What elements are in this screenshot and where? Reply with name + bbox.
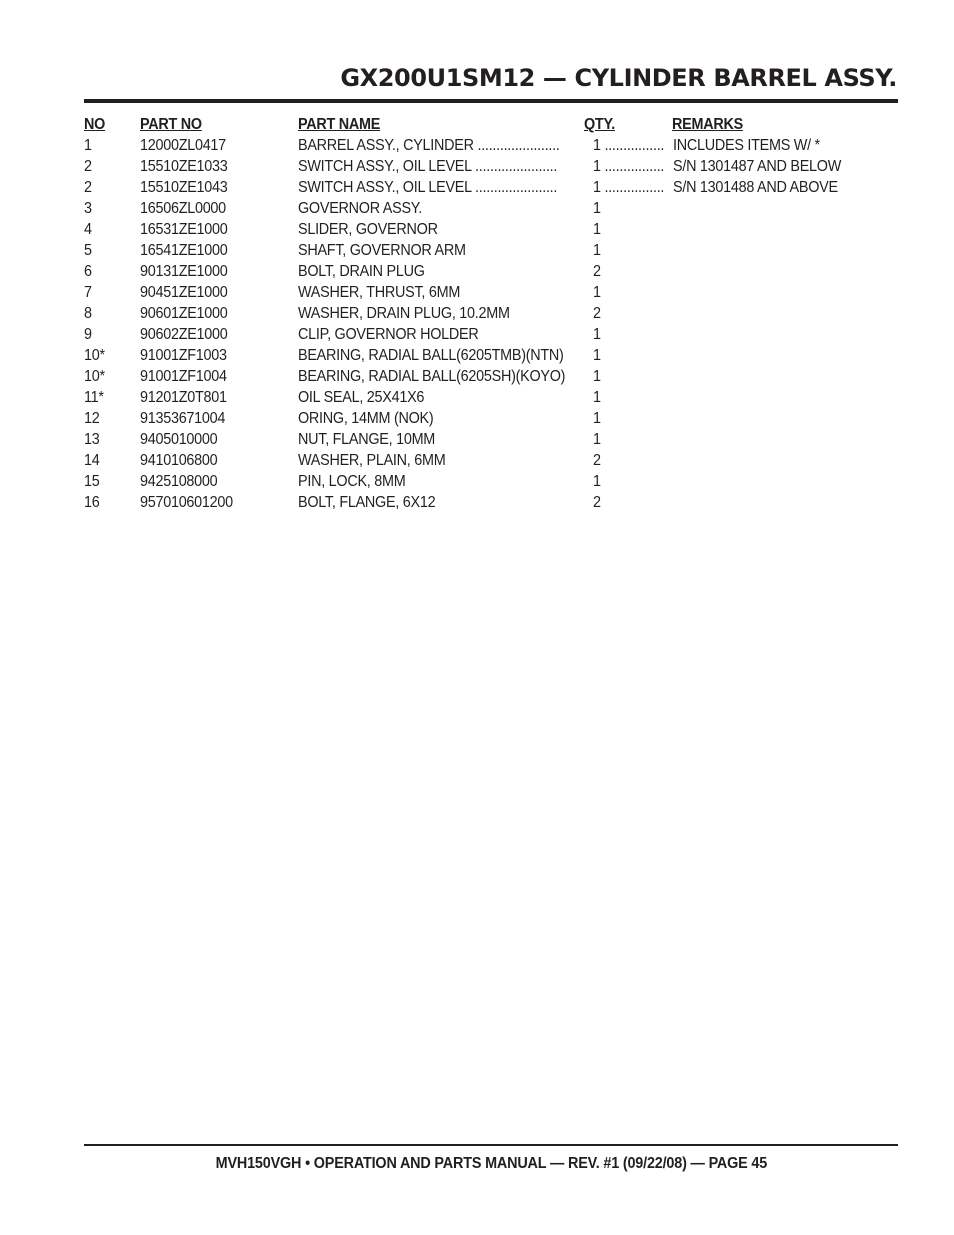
header-part-no: PART NO [140,116,202,133]
cell-remarks: S/N 1301488 AND ABOVE [673,179,838,196]
cell-remarks: S/N 1301487 AND BELOW [673,158,842,175]
cell-part-no: 9425108000 [140,473,218,490]
footer-text: MVH150VGH • OPERATION AND PARTS MANUAL — REV. #1 (09/22/08) — PAGE 45 [215,1155,767,1172]
cell-no: 15 [84,473,100,490]
cell-part-name: WASHER, DRAIN PLUG, 10.2MM [298,305,510,322]
cell-qty: 1 [593,431,601,448]
cell-part-no: 16541ZE1000 [140,242,228,259]
table-row [84,158,898,179]
table-row [84,368,898,389]
cell-part-no: 91353671004 [140,410,226,427]
cell-no: 2 [84,158,92,175]
header-part-name: PART NAME [298,116,381,133]
cell-part-no: 91201Z0T801 [140,389,227,406]
cell-qty: 1 [593,284,601,301]
cell-part-no: 90131ZE1000 [140,263,228,280]
cell-part-no: 12000ZL0417 [140,137,226,154]
cell-part-name: CLIP, GOVERNOR HOLDER [298,326,479,343]
cell-part-name: BOLT, FLANGE, 6X12 [298,494,436,511]
cell-no: 8 [84,305,92,322]
header-no: NO [84,116,106,133]
page-footer [84,1155,898,1173]
cell-part-name: SWITCH ASSY., OIL LEVEL ...................... [298,158,558,175]
table-row [84,473,898,494]
header-remarks: REMARKS [672,116,743,133]
cell-no: 13 [84,431,100,448]
table-row [84,305,898,326]
cell-part-no: 90451ZE1000 [140,284,228,301]
table-row [84,347,898,368]
cell-part-name: SWITCH ASSY., OIL LEVEL ...................... [298,179,558,196]
table-row [84,431,898,452]
cell-part-name: BEARING, RADIAL BALL(6205TMB)(NTN) [298,347,564,364]
header-qty: QTY. [584,116,615,133]
cell-no: 12 [84,410,100,427]
cell-no: 11* [84,389,104,406]
cell-part-name: WASHER, PLAIN, 6MM [298,452,446,469]
page-title: GX200U1SM12 — CYLINDER BARREL ASSY. [340,64,897,92]
table-row [84,410,898,431]
cell-no: 4 [84,221,92,238]
footer-rule [84,1144,898,1146]
cell-no: 7 [84,284,92,301]
cell-qty: 1 [593,389,601,406]
cell-part-no: 9410106800 [140,452,218,469]
cell-part-no: 90601ZE1000 [140,305,228,322]
cell-no: 5 [84,242,92,259]
cell-part-name: BEARING, RADIAL BALL(6205SH)(KOYO) [298,368,566,385]
cell-part-name: SHAFT, GOVERNOR ARM [298,242,466,259]
cell-qty: 2 [593,263,601,280]
cell-part-name: GOVERNOR ASSY. [298,200,423,217]
cell-part-no: 957010601200 [140,494,233,511]
cell-no: 10* [84,368,105,385]
cell-qty: 1 [593,347,601,364]
cell-qty: 1 [593,221,601,238]
cell-part-no: 15510ZE1033 [140,158,228,175]
table-row [84,179,898,200]
cell-qty: 1 ................ [593,158,665,175]
cell-part-no: 15510ZE1043 [140,179,228,196]
cell-part-name: BARREL ASSY., CYLINDER ...................... [298,137,560,154]
cell-no: 9 [84,326,92,343]
parts-table [84,137,898,515]
cell-qty: 2 [593,494,601,511]
cell-part-name: OIL SEAL, 25X41X6 [298,389,425,406]
cell-no: 3 [84,200,92,217]
cell-qty: 1 [593,326,601,343]
cell-no: 6 [84,263,92,280]
table-row [84,452,898,473]
cell-qty: 1 ................ [593,137,665,154]
cell-qty: 1 [593,242,601,259]
cell-part-name: WASHER, THRUST, 6MM [298,284,461,301]
table-row [84,326,898,347]
cell-no: 2 [84,179,92,196]
cell-part-name: PIN, LOCK, 8MM [298,473,406,490]
table-row [84,137,898,158]
cell-part-no: 90602ZE1000 [140,326,228,343]
table-row [84,284,898,305]
cell-part-no: 91001ZF1003 [140,347,227,364]
cell-part-no: 16506ZL0000 [140,200,226,217]
cell-qty: 1 [593,200,601,217]
table-row [84,221,898,242]
cell-part-no: 9405010000 [140,431,218,448]
cell-part-no: 16531ZE1000 [140,221,228,238]
cell-part-name: ORING, 14MM (NOK) [298,410,434,427]
table-row [84,494,898,515]
table-row [84,242,898,263]
cell-no: 16 [84,494,100,511]
table-row [84,263,898,284]
cell-no: 14 [84,452,100,469]
title-rule [84,99,898,103]
cell-qty: 1 [593,473,601,490]
cell-no: 10* [84,347,105,364]
cell-qty: 2 [593,452,601,469]
table-row [84,389,898,410]
cell-qty: 1 [593,368,601,385]
table-row [84,200,898,221]
cell-no: 1 [84,137,92,154]
cell-part-name: BOLT, DRAIN PLUG [298,263,425,280]
cell-qty: 1 ................ [593,179,665,196]
cell-qty: 1 [593,410,601,427]
cell-part-no: 91001ZF1004 [140,368,227,385]
cell-part-name: NUT, FLANGE, 10MM [298,431,436,448]
cell-part-name: SLIDER, GOVERNOR [298,221,438,238]
cell-remarks: INCLUDES ITEMS W/ * [673,137,820,154]
cell-qty: 2 [593,305,601,322]
